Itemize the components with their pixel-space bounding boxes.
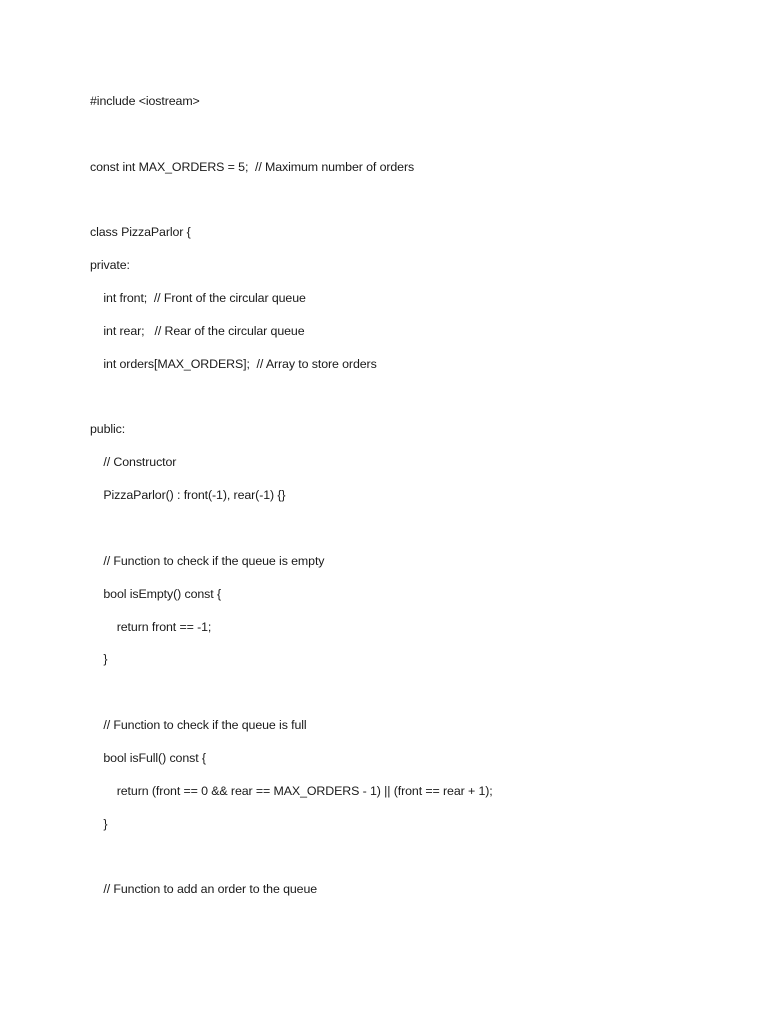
code-line-blank — [90, 848, 730, 881]
code-line: private: — [90, 258, 130, 273]
code-line: } — [90, 816, 108, 831]
code-line: return front == -1; — [90, 619, 212, 634]
code-line: const int MAX_ORDERS = 5; // Maximum number of orders — [90, 159, 415, 174]
code-line-blank — [90, 389, 730, 422]
code-line: } — [90, 652, 108, 667]
code-line: int rear; // Rear of the circular queue — [90, 323, 305, 338]
code-line: return (front == 0 && rear == MAX_ORDERS - 1) || (front == rear + 1); — [90, 783, 493, 798]
code-line-blank — [90, 684, 730, 717]
code-line: int orders[MAX_ORDERS]; // Array to store orders — [90, 356, 377, 371]
code-line-blank — [90, 126, 730, 159]
code-line-blank — [90, 192, 730, 225]
code-listing — [90, 93, 730, 914]
code-line: public: — [90, 422, 126, 437]
code-line: bool isFull() const { — [90, 750, 206, 765]
code-line: #include <iostream> — [90, 94, 200, 108]
code-line: // Function to check if the queue is full — [90, 718, 307, 733]
code-line: // Function to check if the queue is empty — [90, 553, 325, 568]
code-line: // Function to add an order to the queue — [90, 882, 318, 897]
code-line: int front; // Front of the circular queue — [90, 291, 306, 306]
code-line: bool isEmpty() const { — [90, 586, 221, 601]
code-line: class PizzaParlor { — [90, 225, 191, 240]
code-line: PizzaParlor() : front(-1), rear(-1) {} — [90, 488, 286, 503]
code-line-blank — [90, 520, 730, 553]
code-line: // Constructor — [90, 455, 177, 470]
